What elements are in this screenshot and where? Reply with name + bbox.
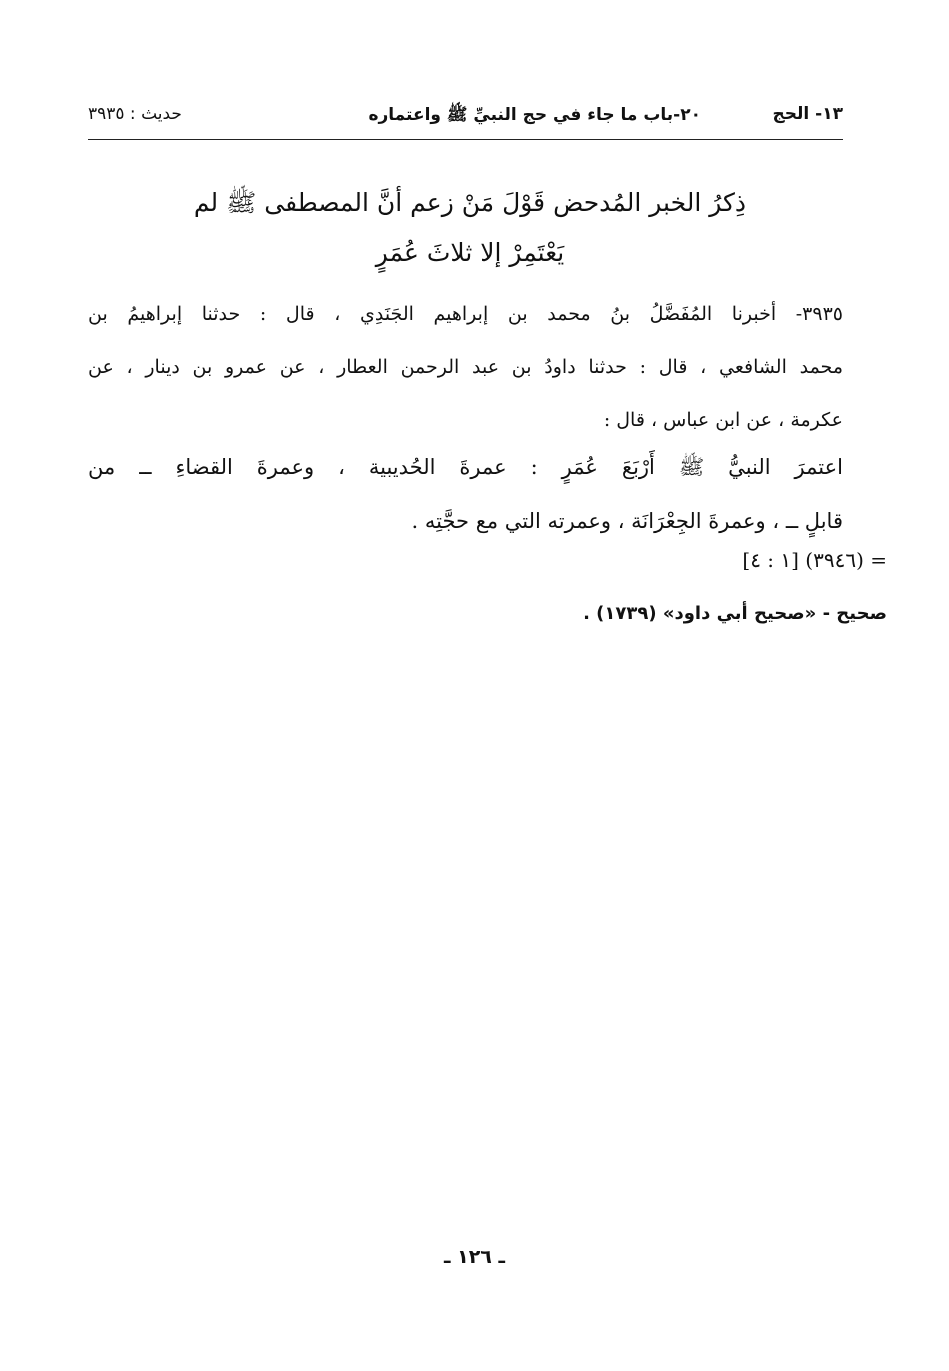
header-hadith-number: حديث : ٣٩٣٥ [88, 104, 182, 124]
running-header [88, 100, 843, 134]
heading-line-2: يَعْتَمِرْ إلا ثلاثَ عُمَرٍ [375, 238, 565, 267]
hadith-isnad [88, 288, 843, 447]
page-number: ـ ١٢٦ ـ [443, 1246, 505, 1268]
isnad-line-3: عكرمة ، عن ابن عباس ، قال : [603, 409, 843, 431]
matn-line-2: قابلٍ ــ ، وعمرةَ الجِعْرَانَة ، وعمرته التي مع حجَّتِه . [411, 509, 843, 533]
cross-reference: = (٣٩٤٦) [١ : ٤] [742, 548, 887, 572]
matn-line-1: اعتمرَ النبيُّ ﷺ أَرْبَعَ عُمَرٍ : عمرةَ الحُديبية ، وعمرةَ القضاءِ ــ من [88, 455, 843, 479]
isnad-line-2: محمد الشافعي ، قال : حدثنا داودُ بن عبد الرحمن العطار ، عن عمرو بن دينار ، عن [88, 356, 843, 378]
hadith-matn [88, 440, 843, 548]
heading-line-1: ذِكرُ الخبر المُدحض قَوْلَ مَنْ زعم أنَّ المصطفى ﷺ لم [193, 188, 747, 217]
header-chapter: ١٣- الحج [772, 104, 843, 124]
hadith-grading: صحيح - «صحيح أبي داود» (١٧٣٩) . [583, 603, 887, 624]
header-divider [88, 139, 843, 140]
section-heading [150, 178, 790, 278]
isnad-line-1: ٣٩٣٥- أخبرنا المُفَضَّلُ بنُ محمد بن إبراهيم الجَنَدِي ، قال : حدثنا إبراهيمُ بن [88, 303, 843, 325]
header-chapter-title: ٢٠-باب ما جاء في حج النبيِّ ﷺ واعتماره [368, 105, 701, 125]
